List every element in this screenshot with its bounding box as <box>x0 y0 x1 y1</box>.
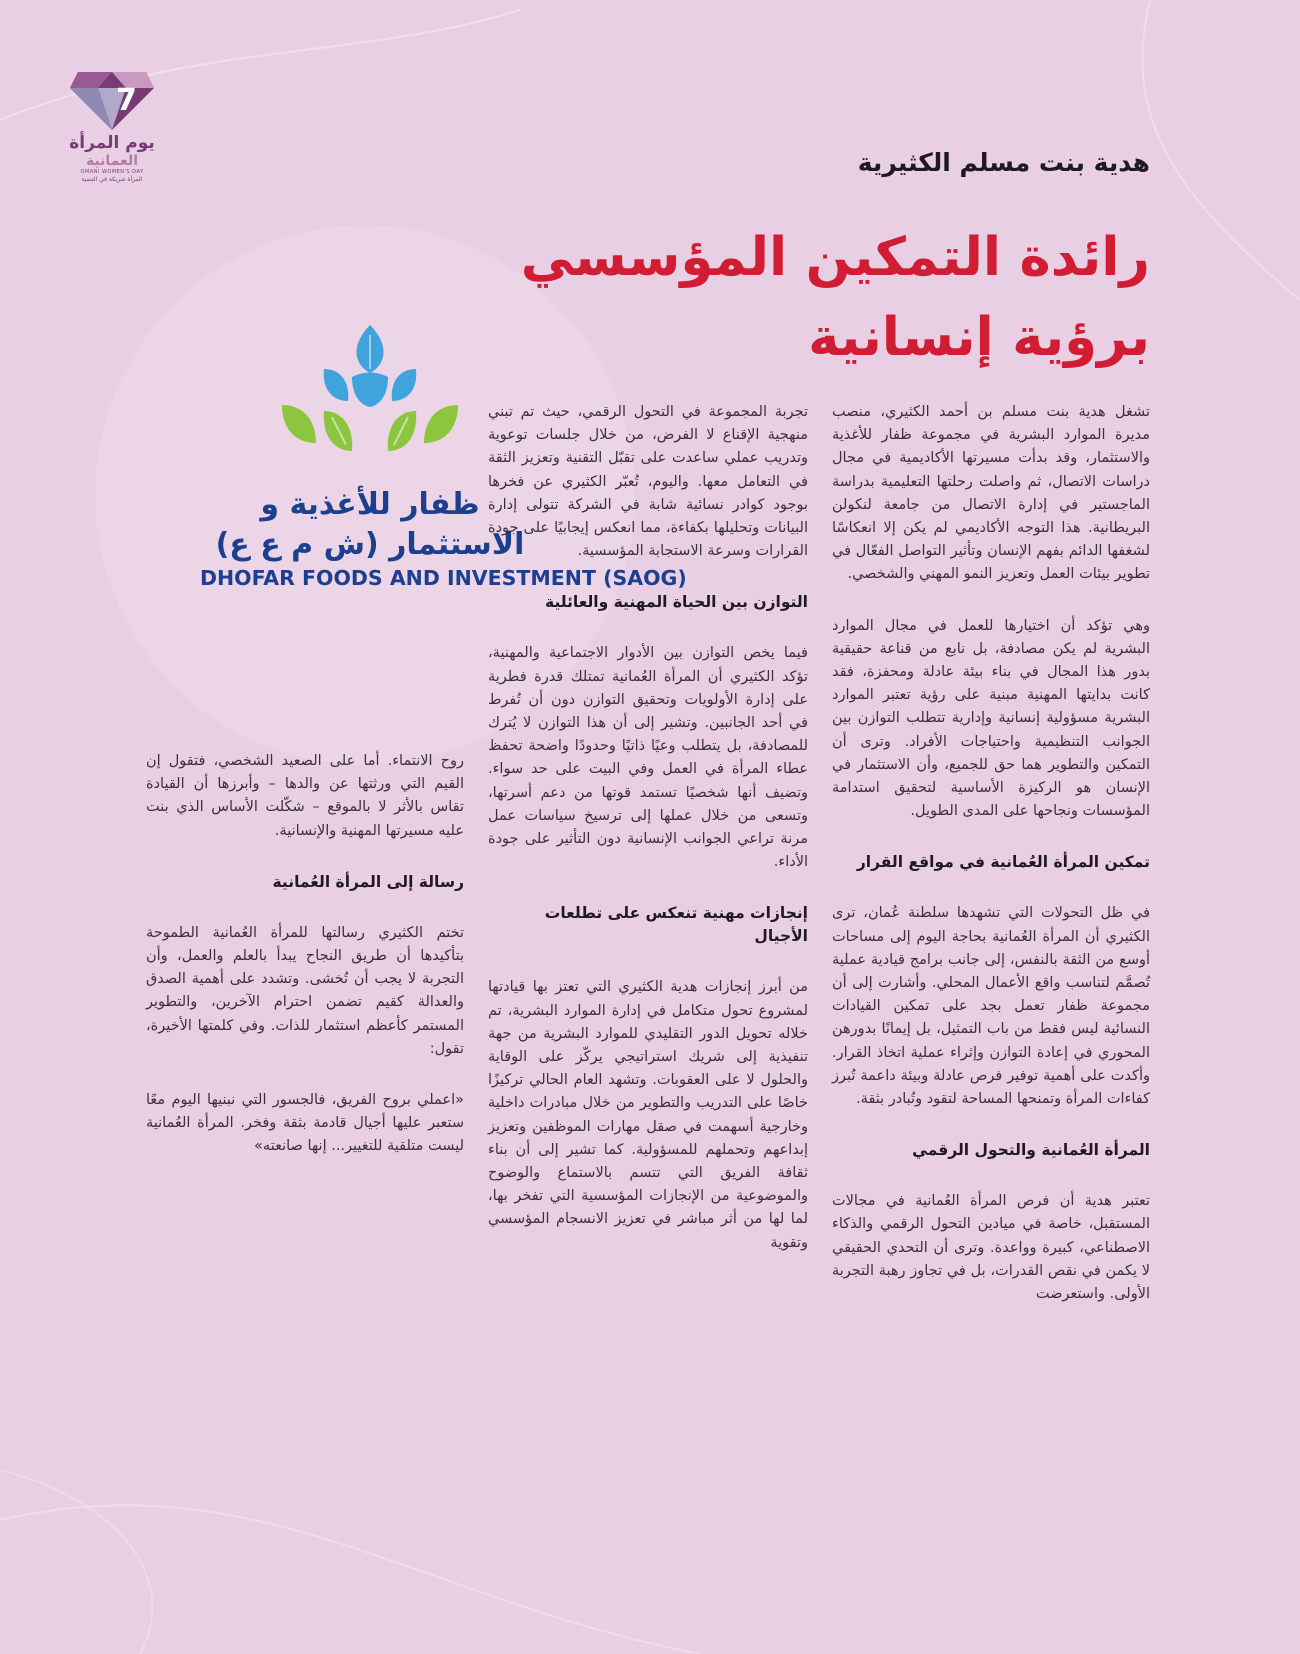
leaf-plant-icon <box>280 325 460 475</box>
section-heading: التوازن بين الحياة المهنية والعائلية <box>545 593 808 612</box>
article-title-line1: رائدة التمكين المؤسسي <box>520 227 1150 288</box>
logo-english-line: OMANI WOMEN'S DAY <box>80 169 144 175</box>
paragraph: روح الانتماء. أما على الصعيد الشخصي، فتقول إن القيم التي ورثتها عن والدها – وأبرزها أن القيادة تقاس بالأثر لا بالموقع – شكّلت الأساس الذي بنت عليه مسيرتها المهنية والإنسانية. <box>146 753 464 839</box>
closing-quote: «اعملي بروح الفريق، فالجسور التي نبنيها اليوم معًا ستعبر عليها أجيال قادمة بثقة وفخر. المرأة العُمانية ليست متلقية للتغيير... إنها صانعته» <box>146 1092 464 1155</box>
logo-tagline: المرأة شريكة في التنمية <box>81 176 143 183</box>
paragraph: وهي تؤكد أن اختيارها للعمل في مجال الموارد البشرية لم يكن مصادفة، بل نابع من قناعة حقيقية بدور هذا المجال في بناء بيئة عادلة ومحفزة، فقد كانت بدايتها المهنية مبنية على رؤية تعتبر الموارد البشرية مسؤولية إنسانية وإدارية تتطلب التوازن بين الجوانب التنظيمية واحتياجات الأفراد. وترى أن التمكين والتطوير هما حق للجميع، وأن الاستثمار في الإنسان هو الركيزة الأساسية لتحقيق استدامة المؤسسات ونجاحها على المدى الطويل. <box>832 617 1150 820</box>
article-column-left <box>146 750 464 1187</box>
logo-title-line2: العمانية <box>85 153 139 169</box>
article-author: هدية بنت مسلم الكثيرية <box>857 148 1150 177</box>
section-heading: المرأة العُمانية والتحول الرقمي <box>912 1141 1150 1160</box>
paragraph: من أبرز إنجازات هدية الكثيري التي تعتز بها قيادتها لمشروع تحول متكامل في إدارة الموارد البشرية، تم خلاله تحويل الدور التقليدي للموارد البشرية من جهة تنفيذية إلى شريك استراتيجي يركّز على الوقاية والحلول لا على العقوبات. وتشهد العام الحالي تركيزًا خاصًا على التدريب والتطوير من خلال مبادرات داخلية وخارجية أسهمت في صقل مهارات الموظفين وتعزيز إبداعهم وتحملهم للمسؤولية. كما تشير إلى أن بناء ثقافة الفريق التي تتسم بالاستماع والوضوح والموضوعية من الإنجازات المؤسسية التي تفخر بها، لما لها من أثر مباشر في تعزيز الانسجام المؤسسي وتقوية <box>488 979 808 1251</box>
section-heading: تمكين المرأة العُمانية في مواقع القرار <box>856 853 1150 872</box>
paragraph: فيما يخص التوازن بين الأدوار الاجتماعية والمهنية، تؤكد الكثيري أن المرأة العُمانية تمتلك قدرة فطرية على إدارة الأولويات وتحقيق التوازن دون أن تُفرط في أحد الجانبين. وتشير إلى أن هذا التوازن لا يُترك للمصادفة، بل يتطلب وعيًا ذاتيًا وحدودًا واضحة تحفظ عطاء المرأة في العمل وفي البيت على حد سواء. وتضيف أنها شخصيًا تستمد قوتها من دعم أسرتها، وتسعى من خلال عملها إلى ترسيخ سياسات عمل مرنة تراعي الجوانب الإنسانية دون التأثير على جودة الأداء. <box>488 645 808 871</box>
paragraph: تشغل هدية بنت مسلم بن أحمد الكثيري، منصب مديرة الموارد البشرية في مجموعة ظفار للأغذية والاستثمار، وقد بدأت مسيرتها الأكاديمية في مجال دراسات الاتصال، ثم واصلت رحلتها التعليمية بدراسة الماجستير في إدارة الاتصال من جامعة لنكولن البريطانية. هذا التوجه الأكاديمي لم يكن إلا انعكاسًا لشغفها الدائم بفهم الإنسان وتأثير التواصل الفعّال في تطوير بيئات العمل وتعزيز النمو المهني والشخصي. <box>832 404 1150 583</box>
company-name-arabic: ظفار للأغذية و الاستثمار (ش م ع ع) <box>215 487 525 562</box>
paragraph: في ظل التحولات التي تشهدها سلطنة عُمان، ترى الكثيري أن المرأة العُمانية بحاجة اليوم إلى مساحات أوسع من الثقة بالنفس، إلى جانب برامج قيادية عملية تُصمَّم لتناسب واقع الأعمال المحلي. وأشارت إلى أن مجموعة ظفار تعمل بجد على تمكين القيادات النسائية ليس فقط من باب التمثيل، بل إيمانًا بدورهن المحوري في إعادة التوازن وإثراء عملية اتخاذ القرار. وأكدت على أهمية توفير فرص عادلة وبيئة داعمة تُبرز كفاءات المرأة وتمنحها المساحة لتقود وتُبادر بثقة. <box>832 905 1150 1108</box>
paragraph: تجربة المجموعة في التحول الرقمي، حيث تم تبني منهجية الإقناع لا الفرض، من خلال جلسات توعوية وتدريب عملي ساعدت على تقبّل التقنية وتعزيز الثقة في التعامل معها. واليوم، تُعبّر الكثيري عن فخرها بوجود كوادر نسائية شابة في الشركة تتولى إدارة البيانات وتحليلها بكفاءة، مما انعكس إيجابيًا على جودة القرارات وسرعة الاستجابة المؤسسية. <box>488 404 808 560</box>
company-name-english: DHOFAR FOODS AND INVESTMENT (SAOG) <box>200 566 687 590</box>
paragraph: تعتبر هدية أن فرص المرأة العُمانية في مجالات المستقبل، خاصة في ميادين التحول الرقمي والذكاء الاصطناعي، كبيرة وواعدة. وترى أن التحدي الحقيقي لا يكمن في نقص القدرات، بل في تجاوز رهبة التجربة الأولى. واستعرضت <box>832 1193 1150 1303</box>
section-heading: رسالة إلى المرأة العُمانية <box>272 872 464 891</box>
omani-womens-day-logo <box>52 66 172 184</box>
article-title-line2: برؤية إنسانية <box>808 307 1150 368</box>
paragraph: تختم الكثيري رسالتها للمرأة العُمانية الطموحة بتأكيدها أن طريق النجاح يبدأ بالعلم والعمل، وأن التجربة لا يجب أن تُخشى. وتشدد على أهمية الصدق والعدالة كقيم تضمن احترام الآخرين، والتطوير المستمر كأعظم استثمار للذات. وفي كلمتها الأخيرة، تقول: <box>146 924 464 1057</box>
article-title <box>450 218 1150 378</box>
svg-text:7: 7 <box>116 83 137 118</box>
article-column-middle <box>488 401 808 1283</box>
section-heading: إنجازات مهنية تنعكس على تطلعات الأجيال <box>544 904 808 946</box>
article-column-right <box>832 401 1150 1334</box>
logo-title-line1: يوم المرأة <box>69 133 155 153</box>
gem-logo-icon <box>68 66 156 132</box>
